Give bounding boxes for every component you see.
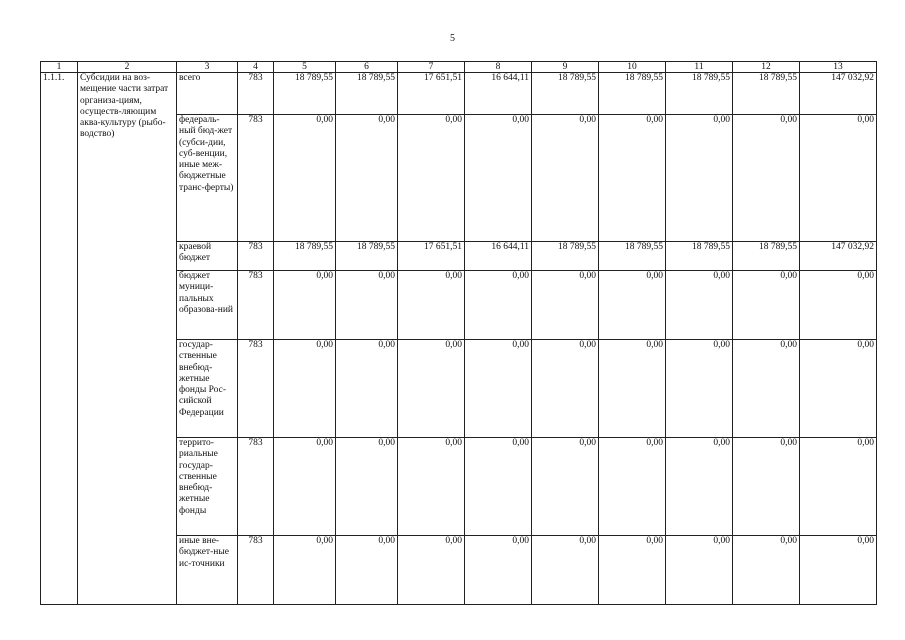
value-cell: 0,00: [599, 115, 666, 242]
value-cell: 17 651,51: [398, 242, 465, 271]
value-cell: 0,00: [800, 115, 877, 242]
value-cell: 147 032,92: [800, 242, 877, 271]
value-cell: 0,00: [274, 271, 336, 340]
value-cell: 0,00: [336, 271, 398, 340]
value-cell: 18 789,55: [733, 73, 800, 115]
value-cell: 0,00: [274, 340, 336, 438]
value-cell: 0,00: [532, 536, 599, 605]
value-cell: 18 789,55: [274, 242, 336, 271]
value-cell: 0,00: [398, 438, 465, 536]
value-cell: 0,00: [465, 438, 532, 536]
value-cell: 0,00: [666, 438, 733, 536]
funding-source: федераль-ный бюд-жет (субси-дии, суб-венции, иные меж-бюджетные транс-ферты): [177, 115, 238, 242]
value-cell: 0,00: [599, 536, 666, 605]
budget-code: 783: [238, 271, 274, 340]
budget-code: 783: [238, 73, 274, 115]
value-cell: 0,00: [733, 271, 800, 340]
header-cell: 4: [238, 62, 274, 73]
value-cell: 0,00: [274, 115, 336, 242]
funding-source: государ-ственные внебюд-жетные фонды Рос-сийской Федерации: [177, 340, 238, 438]
value-cell: 0,00: [800, 271, 877, 340]
value-cell: 0,00: [532, 340, 599, 438]
value-cell: 0,00: [666, 536, 733, 605]
budget-code: 783: [238, 242, 274, 271]
value-cell: 0,00: [336, 115, 398, 242]
item-number: 1.1.1.: [41, 73, 78, 605]
value-cell: 18 789,55: [532, 73, 599, 115]
value-cell: 0,00: [398, 115, 465, 242]
header-cell: 5: [274, 62, 336, 73]
table-row: [41, 73, 877, 115]
value-cell: 18 789,55: [532, 242, 599, 271]
value-cell: 16 644,11: [465, 242, 532, 271]
header-cell: 9: [532, 62, 599, 73]
value-cell: 16 644,11: [465, 73, 532, 115]
header-cell: 7: [398, 62, 465, 73]
value-cell: 0,00: [733, 438, 800, 536]
value-cell: 18 789,55: [599, 242, 666, 271]
funding-source: террито-риальные государ-ственные внебюд-жетные фонды: [177, 438, 238, 536]
value-cell: 0,00: [599, 340, 666, 438]
value-cell: 0,00: [398, 536, 465, 605]
value-cell: 0,00: [733, 340, 800, 438]
value-cell: 0,00: [465, 340, 532, 438]
item-name: Субсидии на воз-мещение части затрат организа-циям, осуществ-ляющим аква-культуру (рыбо-водство): [78, 73, 177, 605]
value-cell: 0,00: [274, 536, 336, 605]
header-row: [41, 62, 877, 73]
page-number: 5: [450, 33, 455, 44]
header-cell: 12: [733, 62, 800, 73]
value-cell: 0,00: [465, 536, 532, 605]
header-cell: 13: [800, 62, 877, 73]
value-cell: 0,00: [532, 115, 599, 242]
funding-source: всего: [177, 73, 238, 115]
value-cell: 0,00: [336, 438, 398, 536]
header-cell: 8: [465, 62, 532, 73]
value-cell: 0,00: [465, 271, 532, 340]
value-cell: 17 651,51: [398, 73, 465, 115]
value-cell: 0,00: [733, 536, 800, 605]
value-cell: 0,00: [532, 438, 599, 536]
value-cell: 147 032,92: [800, 73, 877, 115]
value-cell: 0,00: [465, 115, 532, 242]
budget-code: 783: [238, 438, 274, 536]
funding-source: бюджет муници-пальных образова-ний: [177, 271, 238, 340]
header-cell: 10: [599, 62, 666, 73]
value-cell: 18 789,55: [336, 73, 398, 115]
funding-source: иные вне-бюджет-ные ис-точники: [177, 536, 238, 605]
header-cell: 6: [336, 62, 398, 73]
value-cell: 0,00: [800, 536, 877, 605]
value-cell: 18 789,55: [336, 242, 398, 271]
budget-code: 783: [238, 340, 274, 438]
value-cell: 18 789,55: [666, 242, 733, 271]
value-cell: 0,00: [398, 271, 465, 340]
value-cell: 0,00: [800, 438, 877, 536]
header-cell: 1: [41, 62, 78, 73]
value-cell: 18 789,55: [733, 242, 800, 271]
value-cell: 18 789,55: [666, 73, 733, 115]
budget-code: 783: [238, 115, 274, 242]
value-cell: 0,00: [666, 115, 733, 242]
value-cell: 0,00: [666, 340, 733, 438]
funding-source: краевой бюджет: [177, 242, 238, 271]
value-cell: 0,00: [666, 271, 733, 340]
value-cell: 0,00: [274, 438, 336, 536]
value-cell: 18 789,55: [274, 73, 336, 115]
value-cell: 0,00: [800, 340, 877, 438]
value-cell: 0,00: [336, 340, 398, 438]
budget-code: 783: [238, 536, 274, 605]
header-cell: 3: [177, 62, 238, 73]
value-cell: 0,00: [733, 115, 800, 242]
header-cell: 2: [78, 62, 177, 73]
value-cell: 18 789,55: [599, 73, 666, 115]
header-cell: 11: [666, 62, 733, 73]
value-cell: 0,00: [599, 438, 666, 536]
value-cell: 0,00: [532, 271, 599, 340]
budget-table: [40, 61, 877, 605]
value-cell: 0,00: [398, 340, 465, 438]
value-cell: 0,00: [336, 536, 398, 605]
value-cell: 0,00: [599, 271, 666, 340]
